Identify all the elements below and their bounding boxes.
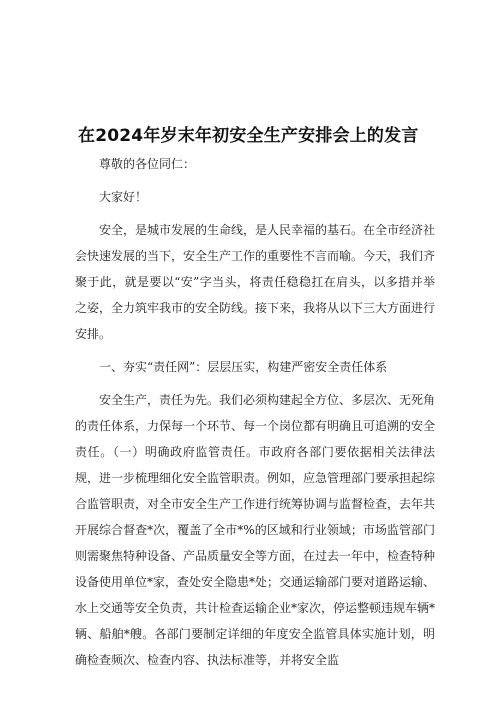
greeting-paragraph: 大家好！ xyxy=(99,190,148,204)
body-paragraph: 安全生产，责任为先。我们必须构建起全方位、多层次、无死角的责任体系，力保每一个环节、每一个岗位都有明确且可追溯的安全责任。（一）明确政府监管责任。市政府各部门要依据相关法律法规，进一步梳理细化安全监管职责。例如，应急管理部门要承担起综合监管职责，对全市安全生产工作进行统筹协调与监督检查，去年共开展综合督查*次，覆盖了全市*%的区域和行业领域；市场监管部门则需聚焦特种设备、产品质量安全等方面，在过去一年中，检查特种设备使用单位*家，查处安全隐患*处；交通运输部门要对道路运输、水上交通等安全负责，共计检查运输企业*家次，停运整顿违规车辆*辆、船舶*艘。各部门要制定详细的年度安全监管具体实施计划，明确检查频次、检查内容、执法标准等，并将安全监 xyxy=(75,393,436,667)
document-body xyxy=(75,151,435,680)
document-title: 在2024年岁末年初安全生产安排会上的发言 xyxy=(78,126,419,146)
section-heading: 一、夯实“责任网”：层层压实，构建严密安全责任体系 xyxy=(99,360,388,374)
intro-paragraph: 安全，是城市发展的生命线，是人民幸福的基石。在全市经济社会快速发展的当下，安全生产工作的重要性不言而喻。今天，我们齐聚于此，就是要以“安”字当头，将责任稳稳扛在肩头，以多措并举之姿，全力筑牢我市的安全防线。接下来，我将从以下三大方面进行安排。 xyxy=(75,223,436,341)
salutation-paragraph: 尊敬的各位同仁： xyxy=(99,157,196,171)
